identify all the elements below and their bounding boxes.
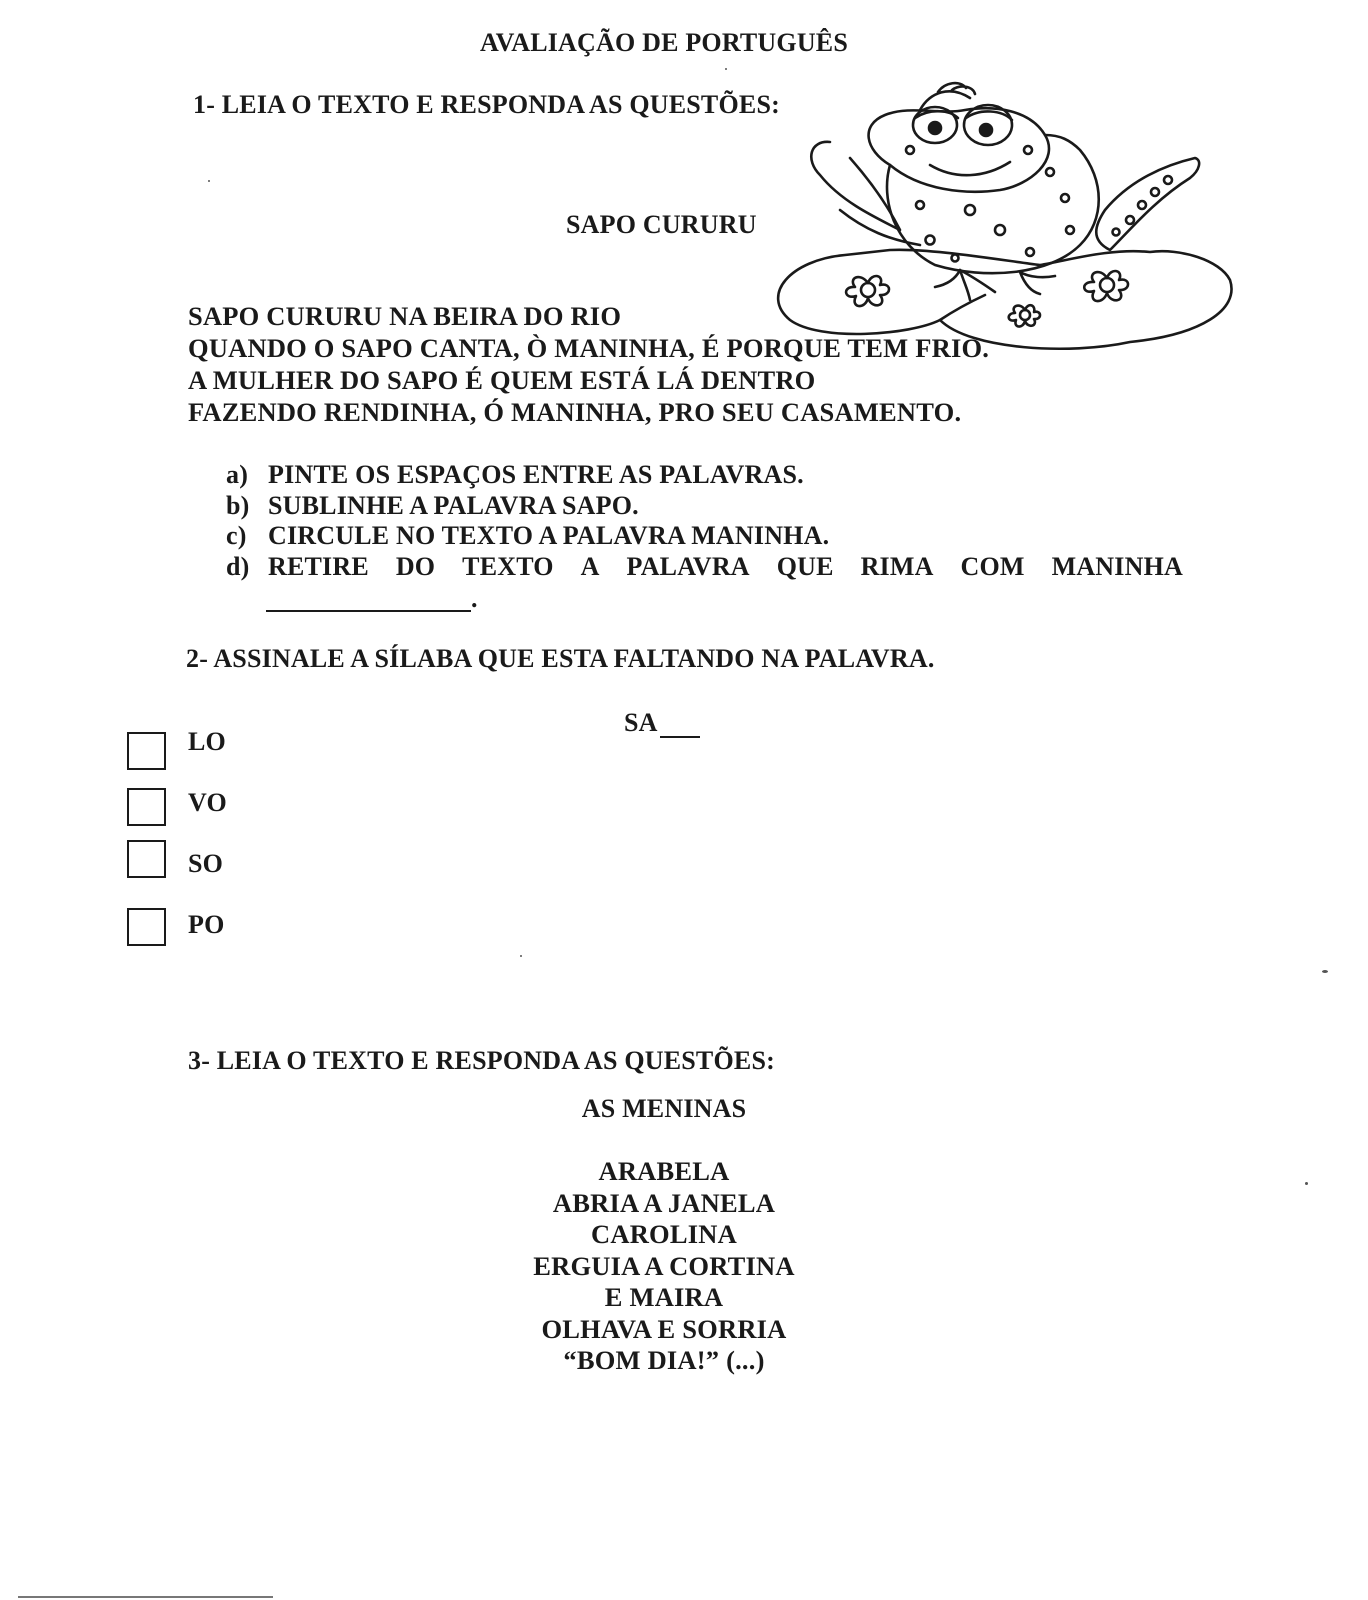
item-letter: a) — [226, 460, 249, 489]
story-line: FAZENDO RENDINHA, Ó MANINHA, PRO SEU CASAMENTO. — [188, 397, 962, 427]
story-line: QUANDO O SAPO CANTA, Ò MANINHA, É PORQUE TEM FRIO. — [188, 333, 990, 363]
item-c — [226, 521, 1183, 552]
scan-edge-line — [18, 1596, 273, 1598]
poem-text — [0, 1156, 1328, 1377]
scan-speck — [1305, 1182, 1308, 1185]
item-word: RIMA — [860, 552, 934, 582]
poem-title: AS MENINAS — [581, 1094, 747, 1123]
item-text — [268, 552, 1183, 583]
question-2-prompt: 2- ASSINALE A SÍLABA QUE ESTA FALTANDO NA PALAVRA. — [186, 644, 935, 673]
item-a — [226, 460, 1183, 491]
item-word: COM — [960, 552, 1025, 582]
option-label-lo: LO — [188, 727, 226, 756]
story-title: SAPO CURURU — [566, 210, 757, 239]
poem-line: OLHAVA E SORRIA — [541, 1313, 787, 1344]
answer-blank-end: . — [471, 584, 478, 613]
question-1-items — [226, 460, 1183, 583]
poem-line: ERGUIA A CORTINA — [533, 1250, 795, 1281]
word-prefix: SA — [624, 708, 658, 737]
missing-syllable-blank — [660, 716, 700, 738]
item-word: PALAVRA — [626, 552, 750, 582]
story-text — [188, 300, 989, 428]
item-word: RETIRE — [268, 552, 369, 582]
item-word: MANINHA — [1051, 552, 1183, 582]
poem-line: “BOM DIA!” (...) — [563, 1345, 765, 1375]
item-d — [226, 552, 1183, 583]
story-line: A MULHER DO SAPO É QUEM ESTÁ LÁ DENTRO — [188, 365, 816, 395]
option-checkbox-lo[interactable] — [127, 732, 166, 770]
poem-line: E MAIRA — [604, 1282, 724, 1312]
option-label-vo: VO — [188, 788, 227, 817]
story-line: SAPO CURURU NA BEIRA DO RIO — [188, 301, 622, 331]
item-word: A — [580, 552, 600, 582]
question-1-prompt: 1- LEIA O TEXTO E RESPONDA AS QUESTÕES: — [193, 90, 780, 119]
option-checkbox-so[interactable] — [127, 840, 166, 878]
incomplete-word — [624, 708, 700, 738]
item-text: CIRCULE NO TEXTO A PALAVRA MANINHA. — [268, 521, 830, 551]
item-text: SUBLINHE A PALAVRA SAPO. — [268, 490, 639, 520]
item-letter: c) — [226, 521, 247, 551]
poem-line: ABRIA A JANELA — [552, 1187, 776, 1218]
scan-speck — [208, 180, 210, 182]
item-word: DO — [395, 552, 436, 582]
item-letter: d) — [226, 552, 250, 582]
item-letter: b) — [226, 490, 250, 520]
poem-line: ARABELA — [598, 1156, 730, 1186]
answer-blank-line[interactable] — [266, 588, 471, 612]
scan-speck — [520, 955, 522, 957]
item-b — [226, 491, 1183, 522]
scan-speck — [725, 68, 727, 70]
option-label-po: PO — [188, 910, 225, 939]
option-label-so: SO — [188, 849, 224, 878]
question-3-prompt: 3- LEIA O TEXTO E RESPONDA AS QUESTÕES: — [188, 1046, 775, 1075]
option-checkbox-vo[interactable] — [127, 788, 166, 826]
option-checkbox-po[interactable] — [127, 908, 166, 946]
item-word: TEXTO — [462, 552, 554, 582]
item-word: QUE — [776, 552, 834, 582]
scan-speck — [1322, 970, 1328, 973]
item-text: PINTE OS ESPAÇOS ENTRE AS PALAVRAS. — [268, 460, 804, 489]
page-title: AVALIAÇÃO DE PORTUGUÊS — [479, 28, 849, 57]
poem-line: CAROLINA — [591, 1219, 737, 1249]
